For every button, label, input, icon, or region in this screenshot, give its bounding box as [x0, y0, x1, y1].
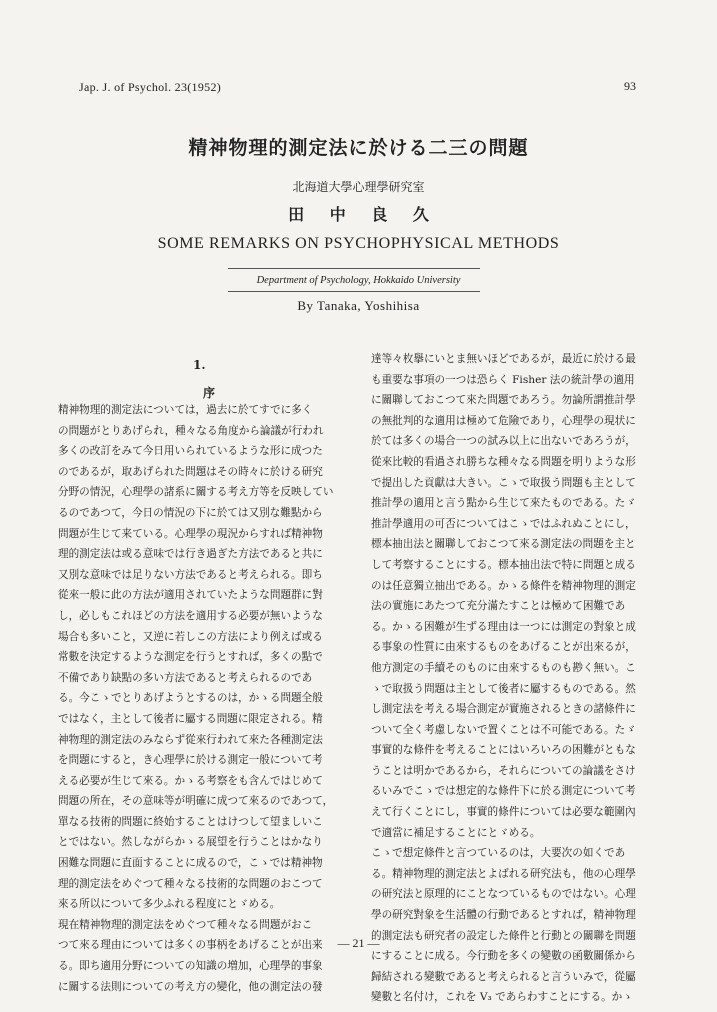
text-line: 歸結される變數であると考えられると言ういみで，從屬	[371, 970, 636, 983]
text-line: えて行くことにし，事實的條件については必要な範圍內	[371, 806, 636, 819]
text-line: 理的測定法をめぐつて種々なる技術的な問題のおこつて	[58, 877, 323, 890]
text-line: の研究法と原理的にことなつているものではない。心理	[371, 888, 636, 901]
text-line: に關聯しておこつて來た問題であろう。勿論所謂推計學	[371, 394, 636, 407]
text-line: の無批判的な適用は極めて危險であり，心理學の現状に	[371, 414, 636, 427]
text-line: ではなく，主として後者に屬する問題に限定される。精	[58, 712, 323, 725]
text-line: 現在精神物理的測定法をめぐつて種々なる問題がおこ	[58, 918, 313, 931]
paper-title: 精神物理的測定法に於ける二三の問題	[188, 137, 529, 159]
text-line: のは任意獨立抽出である。かゝる條件を精神物理的測定	[371, 579, 636, 592]
text-line: 來る所以について多少ふれる程度にとゞめる。	[58, 898, 281, 911]
journal-citation: Jap. J. of Psychol. 23(1952)	[79, 80, 222, 94]
text-line: 他方測定の手續そのものに由來するものも尠く無い。こ	[371, 661, 636, 674]
text-line: るいみでこゝでは想定的な條件下に於る測定について考	[371, 785, 636, 798]
text-line: 標本抽出法と關聯しておこつて來る測定法の問題を主と	[371, 538, 636, 551]
text-line: こゝで想定條件と言つているのは，大要次の如くであ	[371, 847, 626, 860]
text-line: える必要が生じて來る。かゝる考察をも含んではじめて	[58, 774, 323, 787]
text-line: 問題が生じて来ている。心理學の現況からすれば精神物	[58, 527, 323, 540]
text-line: 常數を決定するような測定を行うとすれば，多くの點で	[58, 651, 323, 664]
right-column	[371, 349, 669, 1008]
affiliation: 北海道大學心理學研究室	[292, 180, 425, 194]
paper-title-en: SOME REMARKS ON PSYCHOPHYSICAL METHODS	[157, 235, 560, 252]
text-line: 理的測定法は或る意味では行き過ぎた方法であると共に	[58, 548, 323, 561]
text-line: 的測定法も研究者の設定した條件と行動との關聯を問題	[371, 929, 636, 942]
text-line: 又別な意味では足りない方法であると考えられる。即ち	[58, 568, 323, 581]
text-line: る事象の性質に由來するものをあげることが出來るが，	[371, 641, 636, 654]
text-line: のであるが，取あげられた問題はその時々に於ける研究	[58, 465, 323, 478]
divider-bottom	[228, 291, 480, 292]
text-line: を問題にすると，き心理學に於ける測定一般について考	[58, 754, 323, 767]
text-line: 推計學適用の可否についてはこゝではふれぬことにし，	[371, 517, 636, 530]
text-line: し，必しもこれほどの方法を適用する必要が無いような	[58, 609, 323, 622]
footer-page-number: — 21 —	[337, 936, 380, 950]
text-line: し測定法を考える場合測定が實施されるときの諸條件に	[371, 703, 636, 716]
text-line: で適當に補足することにとゞめる。	[371, 826, 541, 839]
text-line: ゝで取扱う問題は主として後者に屬するものである。然	[371, 682, 636, 695]
text-line: 推計學の適用と言う點から生じて來たものである。たゞ	[371, 497, 636, 510]
text-line: つて來る理由については多くの事柄をあげることが出来	[58, 939, 323, 952]
department-en: Department of Psychology, Hokkaido University	[256, 275, 461, 286]
text-line: る。かゝる困難が生ずる理由は一つには測定の對象と成	[371, 620, 636, 633]
text-line: 事實的な條件を考えることにはいろいろの困難がともな	[371, 744, 636, 757]
author-name-jp: 田 中 良 久	[288, 205, 429, 224]
page-number: 93	[624, 79, 636, 93]
text-line: 於ては多くの場合一つの試み以上に出ないであろうが，	[371, 435, 636, 448]
text-line: る。即ち適用分野についての知識の増加，心理學的事象	[58, 960, 323, 973]
text-line: 從來一般に此の方法が適用されていたような問題群に對	[58, 589, 323, 602]
text-line: 變數と名付け，これを V₃ であらわすことにする。かゝ	[371, 991, 633, 1004]
text-line: とではない。然しながらかゝる展望を行うことはかなり	[58, 836, 323, 849]
text-line: にすることに成る。今行動を多くの變數の函數關係から	[371, 950, 636, 963]
text-line: 問題の所在，その意味等が明確に成つて來るのであつて，	[58, 795, 334, 808]
text-line: の問題がとりあげられ，種々なる角度から論議が行われ	[58, 424, 324, 437]
text-line: で提出した貢獻は大きい。こゝで取扱う問題も主として	[371, 476, 636, 489]
text-line: うことは明かであるから，それらについての論議をさけ	[371, 764, 636, 777]
text-line: 分野の情況，心理學の諸系に關する考え方等を反映してい	[58, 486, 334, 499]
text-line: に關する法則についての考え方の變化，他の測定法の發	[58, 980, 323, 993]
text-line: る。今こゝでとりあげようとするのは，かゝる問題全般	[58, 692, 323, 705]
text-line: 從來比較的看過され勝ちな種々なる問題を明りような形	[371, 455, 636, 468]
text-line: るのであつて，今日の情況の下に於ては又別な難點から	[58, 506, 323, 519]
divider-top	[228, 268, 480, 269]
text-line: 場合も多いこと，又逆に若しこの方法により例えば或る	[58, 630, 323, 643]
text-line: 達等々枚擧にいとま無いほどであるが，最近に於ける最	[371, 353, 636, 365]
text-line: 法の實施にあたつて充分滿たすことは極めて困難であ	[371, 600, 626, 613]
text-line: 學の研究對象を生活體の行動であるとすれば，精神物理	[371, 909, 636, 922]
text-line: 單なる技術的問題に終始することはけつして望ましいこ	[58, 815, 323, 828]
section-heading: 序	[203, 386, 216, 400]
text-line: 多くの改訂をみて今日用いられているような形に成つた	[58, 445, 323, 458]
text-line: 神物理的測定法のみならず從來行われて來た各種測定法	[58, 733, 323, 746]
text-line: 精神物理的測定法については，過去に於てすでに多く	[58, 404, 313, 416]
text-line: 不備であり缺點の多い方法であると考えられるのであ	[58, 671, 313, 684]
text-line: る。精神物理的測定法とよばれる研究法も，他の心理學	[371, 867, 636, 880]
left-column	[58, 400, 358, 997]
section-number: 1.	[193, 358, 206, 372]
author-name-en: By Tanaka, Yoshihisa	[297, 298, 420, 313]
text-line: して考察することにする。標本抽出法で特に問題と成る	[371, 558, 636, 571]
text-line: ついて全く考慮しないで置くことは不可能である。たゞ	[371, 723, 636, 736]
text-line: 困難な問題に直面することに成るので，こゝでは精神物	[58, 857, 323, 870]
text-line: も重要な事項の一つは恐らく Fisher 法の統計學の適用	[371, 373, 635, 386]
